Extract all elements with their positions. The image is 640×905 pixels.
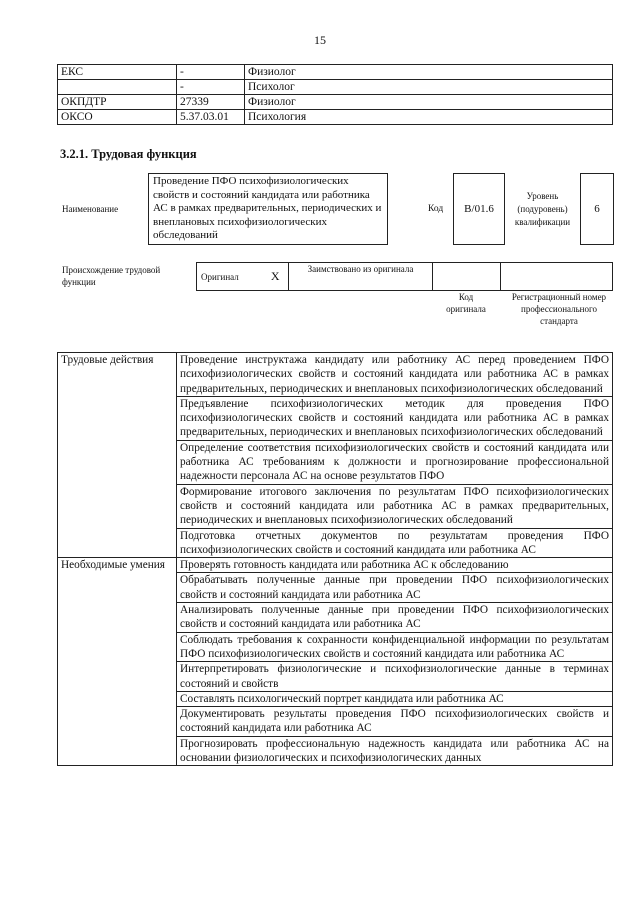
codes-cell-c1: ОКПДТР — [58, 95, 177, 110]
labor-action-row — [58, 353, 613, 397]
codes-cell-c2: - — [177, 80, 245, 95]
required-skill-item: Документировать результаты проведения ПФО психофизиологических свойств и состояний кандидата или работника АС — [177, 707, 613, 737]
codes-cell-c1: ЕКС — [58, 65, 177, 80]
required-skill-item: Обрабатывать полученные данные при проведении ПФО психофизиологических свойств и состояний кандидата или работника АС — [177, 573, 613, 603]
section-title: 3.2.1. Трудовая функция — [60, 147, 197, 161]
labor-action-item: Предъявление психофизиологических методик для проведения ПФО психофизиологических свойств и состояний кандидата или работника АС в рамках предварительных, периодических и внеплановых психофизиологических обследований — [177, 396, 613, 440]
origin-original-cell: Оригинал — [197, 263, 263, 291]
codes-cell-c3: Психолог — [245, 80, 613, 95]
codes-row — [58, 95, 613, 110]
codes-cell-c1 — [58, 80, 177, 95]
required-skill-item: Анализировать полученные данные при проведении ПФО психофизиологических свойств и состояний кандидата или работника АС — [177, 603, 613, 633]
labor-action-item: Определение соответствия психофизиологических свойств и состояний кандидата или работника АС требованиям к должности и прогнозирование профессиональной надежности персонала АС на основе результатов ПФО — [177, 440, 613, 484]
codes-row — [58, 110, 613, 125]
codes-cell-c2: - — [177, 65, 245, 80]
labor-action-item: Подготовка отчетных документов по результатам проведения ПФО психофизиологических свойств и состояний кандидата или работника АС — [177, 528, 613, 558]
function-name-value: Проведение ПФО психофизиологических свойств и состояний кандидата или работника АС в рамках предварительных, периодических и внеплановых психофизиологических обследований — [148, 173, 388, 245]
labor-action-item: Формирование итогового заключения по результатам ПФО психофизиологических свойств и состояний кандидата или работника АС в рамках предварительных, периодических и внеплановых психофизиологических обследований — [177, 484, 613, 528]
origin-code-caption: Код оригинала — [446, 292, 486, 314]
qualification-level-value: 6 — [580, 173, 614, 245]
codes-cell-c2: 27339 — [177, 95, 245, 110]
required-skill-row — [58, 558, 613, 573]
labor-function-table — [57, 352, 613, 766]
code-value: B/01.6 — [453, 173, 505, 245]
actions-category-label: Трудовые действия — [58, 353, 177, 558]
codes-cell-c3: Психология — [245, 110, 613, 125]
codes-row — [58, 80, 613, 95]
required-skill-item: Прогнозировать профессиональную надежность кандидата или работника АС на основании физиологических и психофизиологических данных — [177, 736, 613, 766]
labor-function-body — [58, 353, 613, 766]
origin-registration-caption: Регистрационный номер профессионального стандарта — [511, 292, 607, 326]
skills-category-label: Необходимые умения — [58, 558, 177, 766]
required-skill-item: Соблюдать требования к сохранности конфиденциальной информации по результатам ПФО психофизиологических свойств и состояний кандидата или работника АС — [177, 632, 613, 662]
origin-original-mark: X — [263, 263, 289, 291]
classifier-codes-table — [57, 64, 613, 125]
required-skill-item: Составлять психологический портрет кандидата или работника АС — [177, 691, 613, 706]
codes-cell-c3: Физиолог — [245, 95, 613, 110]
origin-code-cell — [433, 263, 501, 291]
codes-cell-c3: Физиолог — [245, 65, 613, 80]
code-label: Код — [428, 204, 444, 214]
page-number: 15 — [314, 33, 326, 47]
origin-reg-cell — [501, 263, 613, 291]
origin-table — [196, 262, 613, 291]
origin-borrowed-cell: Заимствовано из оригинала — [289, 263, 433, 291]
function-name-label: Наименование — [62, 204, 119, 214]
codes-cell-c2: 5.37.03.01 — [177, 110, 245, 125]
codes-row — [58, 65, 613, 80]
codes-cell-c1: ОКСО — [58, 110, 177, 125]
required-skill-item: Проверять готовность кандидата или работника АС к обследованию — [177, 558, 613, 573]
required-skill-item: Интерпретировать физиологические и психофизиологические данные в терминах состояний и свойств — [177, 662, 613, 692]
classifier-codes-body — [58, 65, 613, 125]
labor-action-item: Проведение инструктажа кандидату или работнику АС перед проведением ПФО психофизиологических свойств и состояний кандидата или работника АС в рамках предварительных, периодических и внеплановых психофизиологических обследований — [177, 353, 613, 397]
origin-label: Происхождение трудовой функции — [62, 265, 161, 287]
qualification-level-label: Уровень (подуровень) квалификации — [514, 191, 571, 227]
